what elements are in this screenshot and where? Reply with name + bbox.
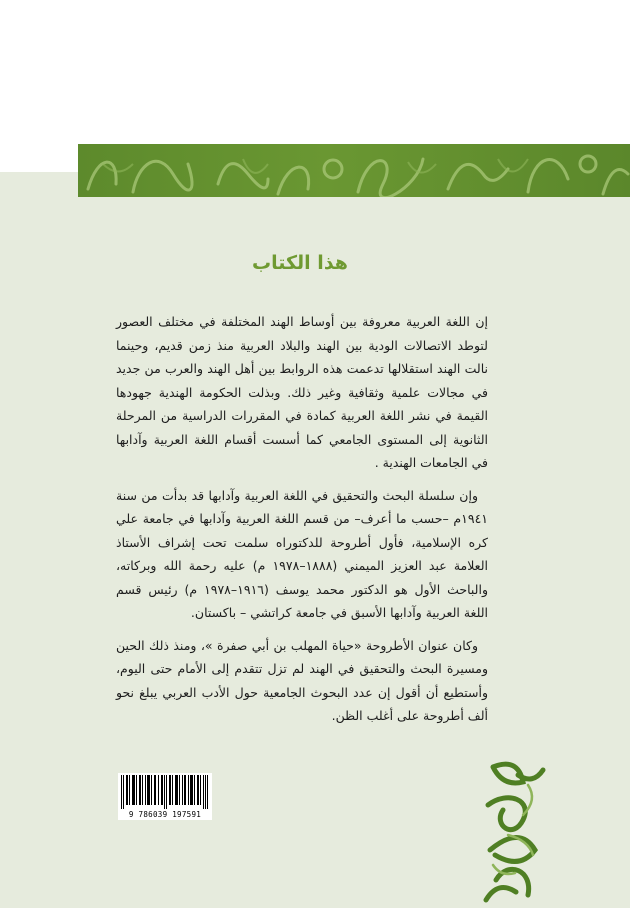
isbn-barcode: [118, 773, 212, 820]
isbn-digits: 9 786039 197591: [128, 810, 202, 819]
paragraph-2: وإن سلسلة البحث والتحقيق في اللغة العربية وآدابها قد بدأت من سنة ١٩٤١م –حسب ما أعرف– من قسم اللغة العربية وآدابها في جامعة علي كره الإسلامية، فأول أطروحة للدكتوراه سلمت تحت إشراف الأستاذ العلامة عبد العزيز الميمني (١٨٨٨–١٩٧٨ م) عليه رحمة الله وبركاته، والباحث الأول هو الدكتور محمد يوسف (١٩١٦–١٩٧٨ م) رئيس قسم اللغة العربية وآدابها الأسبق في جامعة كراتشي – باكستان.: [116, 487, 488, 620]
book-section-title: هذا الكتاب: [252, 252, 348, 274]
paragraph-1: إن اللغة العربية معروفة بين أوساط الهند المختلفة في مختلف العصور لتوطد الاتصالات الودية بين الهند والبلاد العربية منذ زمن قديم، وحينما نالت الهند استقلالها تدعمت هذه الروابط بين أهل الهند والعرب من جديد في مجالات علمية وثقافية وغير ذلك. وبذلت الحكومة الهندية جهودها القيمة في نشر اللغة العربية كمادة في المقررات الدراسية من المرحلة الثانوية إلى المستوى الجامعي كما أسست أقسام اللغة العربية وآدابها في الجامعات الهندية .: [116, 314, 488, 470]
calligraphy-pattern-icon: [78, 144, 630, 197]
paragraph-3: وكان عنوان الأطروحة «حياة المهلب بن أبي صفرة »، ومنذ ذلك الحين ومسيرة البحث والتحقيق في الهند لم تزل تتقدم إلى الأمام حتى اليوم، وأستطيع أن أقول إن عدد البحوث الجامعية حول الأدب العربي يبلغ نحو ألف أطروحة على أغلب الظن.: [116, 637, 488, 723]
calligraphy-banner: [78, 144, 630, 197]
book-description: [116, 310, 488, 737]
barcode-bars-icon: [121, 775, 209, 809]
calligraphy-ornament-icon: [478, 755, 548, 905]
